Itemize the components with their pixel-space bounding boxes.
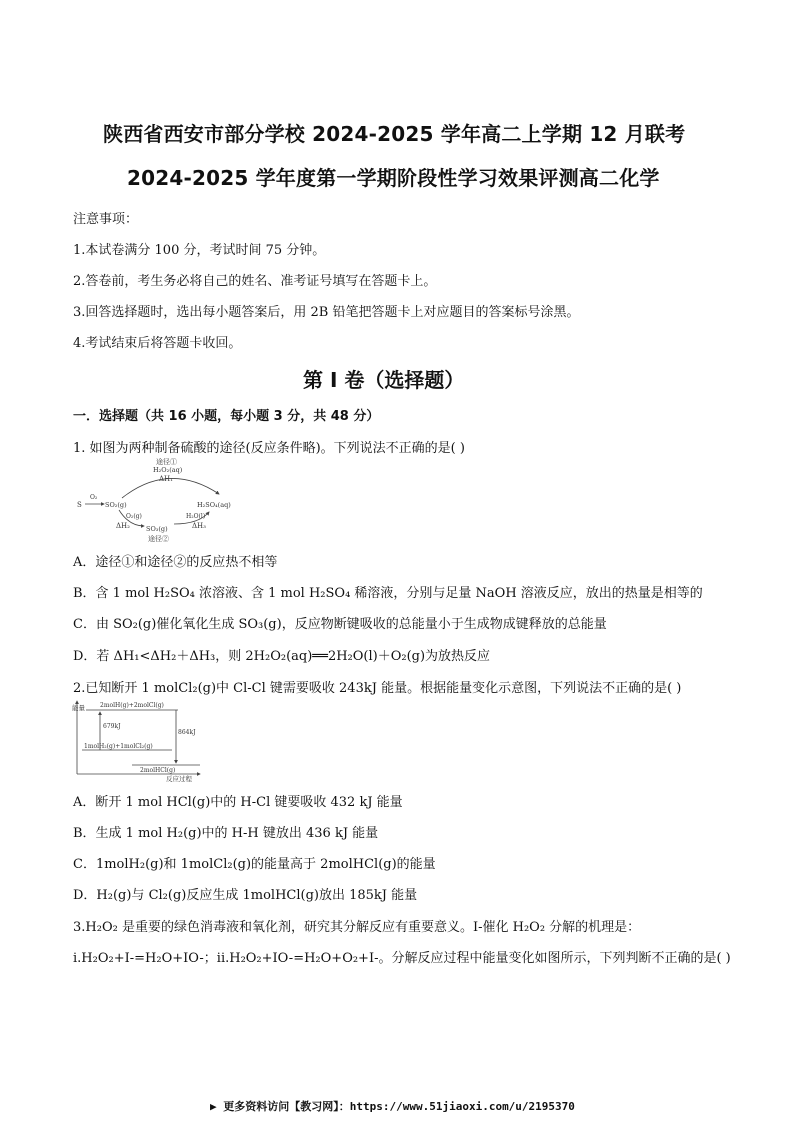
dh3-label: ΔH₃: [192, 522, 206, 530]
route-diagram: [74, 456, 244, 546]
q1-option-d[interactable]: D．若 ΔH₁<ΔH₂＋ΔH₃，则 2H₂O₂(aq)══2H₂O(l)＋O₂(g)为放热反应: [73, 649, 491, 664]
question-3-line-1: 3.H₂O₂ 是重要的绿色消毒液和氧化剂，研究其分解反应有重要意义。I-催化 H₂O₂ 分解的机理是：: [73, 920, 641, 935]
q2-option-a[interactable]: A．断开 1 mol HCl(g)中的 H-Cl 键要吸收 432 kJ 能量: [73, 795, 403, 810]
route2-label: 途径②: [148, 535, 169, 543]
title-line-1: 陕西省西安市部分学校 2024-2025 学年高二上学期 12 月联考: [103, 122, 686, 146]
low-level-label: 2molHCl(g): [140, 767, 176, 774]
s-label: S: [77, 501, 82, 509]
q2-option-c[interactable]: C．1molH₂(g)和 1molCl₂(g)的能量高于 2molHCl(g)的能量: [73, 857, 436, 872]
question-2-stem: 2.已知断开 1 molCl₂(g)中 Cl-Cl 键需要吸收 243kJ 能量。根据能量变化示意图，下列说法不正确的是( ): [73, 681, 682, 696]
o2-top-label: O₂: [90, 494, 98, 501]
title-line-2: 2024-2025 学年度第一学期阶段性学习效果评测高二化学: [127, 166, 660, 190]
h2so4-label: H₂SO₄(aq): [197, 501, 231, 509]
question-1-stem: 1. 如图为两种制备硫酸的途径(反应条件略)。下列说法不正确的是( ): [73, 441, 465, 456]
h2o2-label: H₂O₂(aq): [153, 466, 183, 474]
o2g-label: O₂(g): [126, 513, 142, 520]
so3-label: SO₃(g): [146, 525, 168, 533]
section-title: 第 I 卷（选择题）: [303, 368, 465, 392]
y-axis-label: 能量: [72, 704, 85, 712]
q1-option-b[interactable]: B．含 1 mol H₂SO₄ 浓溶液、含 1 mol H₂SO₄ 稀溶液，分别与足量 NaOH 溶液反应，放出的热量是相等的: [73, 586, 703, 601]
x-axis-label: 反应过程: [166, 775, 192, 782]
question-3-line-2: i.H₂O₂+I-=H₂O+IO-；ii.H₂O₂+IO-=H₂O+O₂+I-。分解反应过程中能量变化如图所示，下列判断不正确的是( ): [73, 951, 731, 966]
note-item: 4.考试结束后将答题卡收回。: [73, 336, 242, 351]
top-level-label: 2molH(g)+2molCl(g): [100, 702, 164, 709]
e1-label: 679kJ: [103, 723, 121, 730]
q2-option-d[interactable]: D．H₂(g)与 Cl₂(g)反应生成 1molHCl(g)放出 185kJ 能量: [73, 888, 418, 903]
notes-heading: 注意事项：: [73, 212, 139, 227]
q1-option-c[interactable]: C．由 SO₂(g)催化氧化生成 SO₃(g)，反应物断键吸收的总能量小于生成物成键释放的总能量: [73, 617, 607, 632]
note-item: 1.本试卷满分 100 分，考试时间 75 分钟。: [73, 243, 326, 258]
so2-label: SO₂(g): [105, 501, 127, 509]
dh2-label: ΔH₂: [116, 522, 130, 530]
q1-option-a[interactable]: A．途径①和途径②的反应热不相等: [73, 555, 278, 570]
h2ol-label: H₂O(l): [186, 513, 206, 520]
route1-label: 途径①: [156, 458, 177, 466]
energy-diagram: [72, 698, 204, 782]
dh1-label: ΔH₁: [159, 475, 173, 483]
note-item: 3.回答选择题时，选出每小题答案后，用 2B 铅笔把答题卡上对应题目的答案标号涂黑。: [73, 305, 580, 320]
mid-level-label: 1molH₂(g)+1molCl₂(g): [84, 743, 153, 750]
footer-link[interactable]: ▶ 更多资料访问【教习网】：https://www.51jiaoxi.com/u/2195370: [210, 1100, 575, 1113]
q2-option-b[interactable]: B．生成 1 mol H₂(g)中的 H-H 键放出 436 kJ 能量: [73, 826, 379, 841]
note-item: 2.答卷前，考生务必将自己的姓名、准考证号填写在答题卡上。: [73, 274, 437, 289]
part-heading: 一．选择题（共 16 小题，每小题 3 分，共 48 分）: [73, 409, 380, 424]
e2-label: 864kJ: [178, 729, 196, 736]
